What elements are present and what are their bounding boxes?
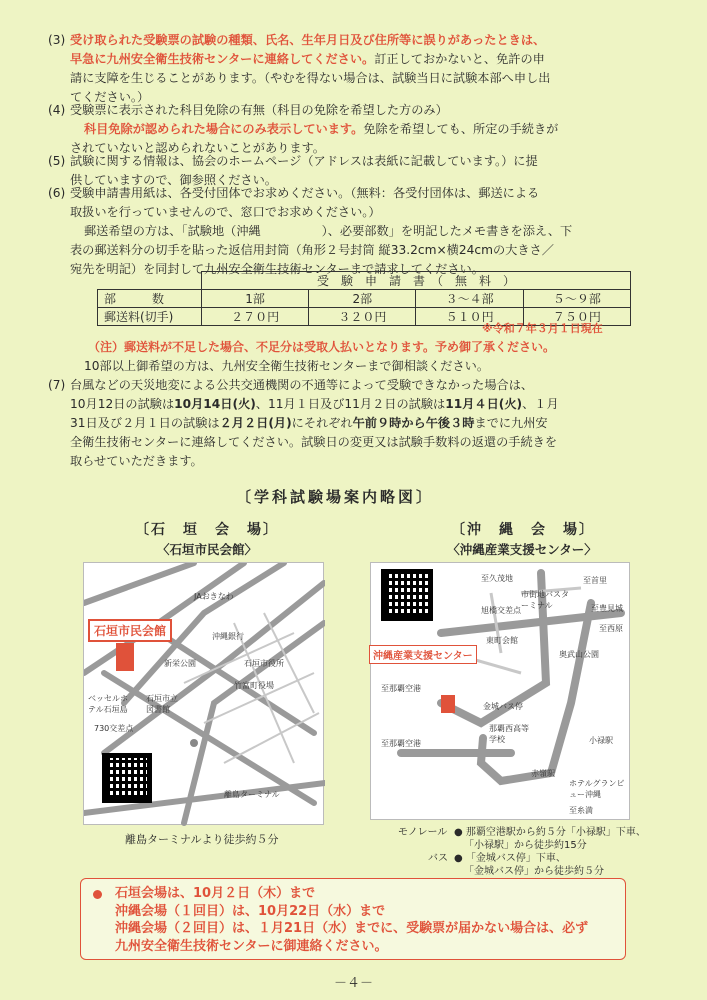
item-6-line-1: 受験申請書用紙は、各受付団体でお求めください。（無料：各受付団体は、郵送による: [70, 186, 540, 200]
map-label: 金城バス停: [483, 702, 523, 711]
item-4: [48, 101, 655, 158]
item-4-line-2: 免除を希望しても、所定の手続きが: [363, 122, 559, 136]
fee-as-of-note: ※令和７年３月１日現在: [482, 322, 603, 335]
fee-table-row-label: 部 数: [98, 290, 202, 308]
map-label: 730交差点: [94, 724, 134, 733]
map-label: 至糸満: [569, 806, 593, 815]
bullet-icon: [93, 890, 102, 899]
access-text: ● 「金城バス停」下車、: [454, 853, 566, 864]
fee-count-cell: 2部: [309, 290, 416, 308]
okinawa-qr-code[interactable]: [381, 569, 433, 621]
fee-table-header: 受 験 申 請 書 （ 無 料 ）: [202, 272, 631, 290]
notice-line: 九州安全衛生技術センターに御連絡ください。: [115, 938, 388, 954]
ishigaki-caption: 離島ターミナルより徒歩約５分: [125, 833, 279, 846]
item-number: (7): [48, 378, 66, 392]
page-number: －４－: [333, 976, 373, 991]
item-3-line-2-emph: 早急に九州安全衛生技術センターに連絡してください。: [70, 52, 375, 66]
admission-ticket-notice: [80, 878, 626, 960]
map-label: 旭橋交差点: [481, 606, 521, 615]
item-5-line-2: 供していますので、御参照ください。: [70, 173, 277, 187]
ishigaki-qr-code[interactable]: [102, 753, 152, 803]
item-6-line-2: 取扱いを行っていませんので、窓口でお求めください。）: [70, 205, 381, 219]
item-3-line-2: 訂正しておかないと、免許の申: [374, 52, 545, 66]
access-mode-label: モノレール: [398, 827, 448, 838]
item-7-text: 10月12日の試験は: [70, 397, 175, 411]
okinawa-map: [370, 562, 630, 820]
item-6: [48, 184, 655, 279]
item-3-line-3: 請に支障を生じることがあります。（やむを得ない場合は、試験当日に試験本部へ申し出: [70, 71, 551, 85]
map-label: 小禄駅: [589, 736, 613, 745]
access-text: ● 那覇空港駅から約５分「小禄駅」下車、: [454, 827, 646, 838]
item-7-text: にそれぞれ: [291, 416, 353, 430]
item-6-line-5: 宛先を明記）を同封して九州安全衛生技術センターまで請求してください。: [70, 262, 484, 276]
map-label: 東町会館: [486, 636, 518, 645]
ishigaki-title: 〔石 垣 会 場〕: [135, 522, 279, 538]
item-6-line-3: 郵送希望の方は、「試験地（沖縄 ）、必要部数」を明記したメモ書きを添え、下: [84, 224, 573, 238]
access-text: 「小禄駅」から徒歩約15分: [464, 840, 587, 851]
map-label: 至豊見城: [591, 604, 623, 613]
fee-count-cell: ５～９部: [523, 290, 630, 308]
item-number: (6): [48, 186, 66, 200]
fee-amount-cell: ７５０円: [523, 308, 630, 326]
map-label: 那覇西高等学校: [489, 724, 529, 744]
map-label: 沖縄銀行: [212, 632, 244, 641]
map-label: 至那覇空港: [381, 684, 421, 693]
map-label: 新栄公園: [164, 659, 196, 668]
item-number: (5): [48, 154, 66, 168]
fee-amount-cell: ２７０円: [202, 308, 309, 326]
item-3-line-1: 受け取られた受験票の試験の種類、氏名、生年月日及び住所等に誤りがあったときは、: [70, 33, 546, 47]
time-emph: 午前９時から午後３時: [352, 416, 475, 430]
item-7-line-5: 取らせていただきます。: [70, 454, 203, 468]
map-label: 市街地バスターミナル: [521, 590, 569, 610]
fee-amount-cell: ３２０円: [309, 308, 416, 326]
map-label: ホテルグランビュー沖縄: [569, 779, 625, 799]
map-label: ベッセルホテル石垣島: [88, 694, 128, 714]
access-text: 「金城バス停」から徒歩約５分: [464, 866, 604, 877]
fee-amount-cell: ５１０円: [416, 308, 523, 326]
map-label: 竹富町役場: [234, 681, 274, 690]
item-7-text: 31日及び２月１日の試験は: [70, 416, 220, 430]
postage-warning: （注）郵送料が不足した場合、不足分は受取人払いとなります。予め御了承ください。: [88, 340, 556, 354]
item-7-text: までに九州安: [474, 416, 548, 430]
item-number: (4): [48, 103, 66, 117]
map-label: 離島ターミナル: [224, 790, 280, 799]
item-4-line-1: 受験票に表示された科目免除の有無（科目の免除を希望した方のみ）: [70, 103, 448, 117]
item-3: [48, 31, 655, 107]
item-number: (3): [48, 33, 66, 47]
map-label: 奥武山公園: [559, 650, 599, 659]
ishigaki-venue-label: 石垣市民会館: [88, 619, 172, 642]
notice-line: 沖縄会場（１回目）は、10月22日（水）まで: [115, 903, 386, 919]
venue-marker: [116, 643, 134, 671]
ishigaki-subtitle: 〈石垣市民会館〉: [156, 542, 257, 557]
fee-count-cell: 1部: [202, 290, 309, 308]
date-emph: 11月４日(火): [445, 397, 523, 411]
okinawa-venue-label: 沖縄産業支援センター: [369, 645, 477, 664]
map-section-title: 〔学科試験場案内略図〕: [236, 488, 435, 506]
item-7-text: 、11月１日及び11月２日の試験は: [255, 397, 446, 411]
okinawa-access: [398, 826, 646, 878]
item-3-line-4: てください。）: [70, 90, 150, 104]
item-7-line-4: 全衛生技術センターに連絡してください。試験日の変更又は試験手数料の返還の手続きを: [70, 435, 558, 449]
map-label: 赤嶺駅: [531, 769, 555, 778]
map-label: 石垣市立図書館: [146, 694, 178, 714]
okinawa-subtitle: 〈沖縄産業支援センター〉: [447, 542, 597, 557]
fee-count-cell: ３～４部: [416, 290, 523, 308]
fee-table-row-label: 郵送料(切手): [98, 308, 202, 326]
map-label: JAおきなわ: [194, 592, 234, 601]
map-label: 至那覇空港: [381, 739, 421, 748]
item-7: [48, 376, 655, 471]
postage-fee-table: [97, 271, 631, 326]
notice-line: 石垣会場は、10月２日（木）まで: [115, 886, 316, 901]
item-4-line-3: されていないと認められないことがあります。: [70, 141, 325, 155]
item-4-line-2-emph: 科目免除が認められた場合にのみ表示しています。: [84, 122, 364, 136]
map-label: 石垣市役所: [244, 659, 284, 668]
ishigaki-map: [83, 562, 324, 825]
map-label: 至首里: [583, 576, 607, 585]
map-label: 至西原: [599, 624, 623, 633]
date-emph: 10月14日(火): [174, 397, 256, 411]
access-mode-label: バス: [428, 853, 448, 864]
venue-marker: [441, 695, 455, 713]
item-6-line-4: 表の郵送料分の切手を貼った返信用封筒（角形２号封筒 縦33.2cm×横24cmの大きさ／: [70, 243, 554, 257]
item-7-text: 、１月: [522, 397, 559, 411]
notice-line: 沖縄会場（２回目）は、１月21日（水）までに、受験票が届かない場合は、必ず: [115, 921, 589, 936]
item-7-line-1: 台風などの天災地変による公共交通機関の不通等によって受験できなかった場合は、: [70, 378, 534, 392]
okinawa-title: 〔沖 縄 会 場〕: [451, 522, 595, 538]
map-label: 至久茂地: [481, 574, 513, 583]
ten-plus-note: 10部以上御希望の方は、九州安全衛生技術センターまで御相談ください。: [84, 359, 490, 373]
item-5-line-1: 試験に関する情報は、協会のホームページ（アドレスは表紙に記載しています。）に提: [70, 154, 538, 168]
date-emph: ２月２日(月): [219, 416, 292, 430]
